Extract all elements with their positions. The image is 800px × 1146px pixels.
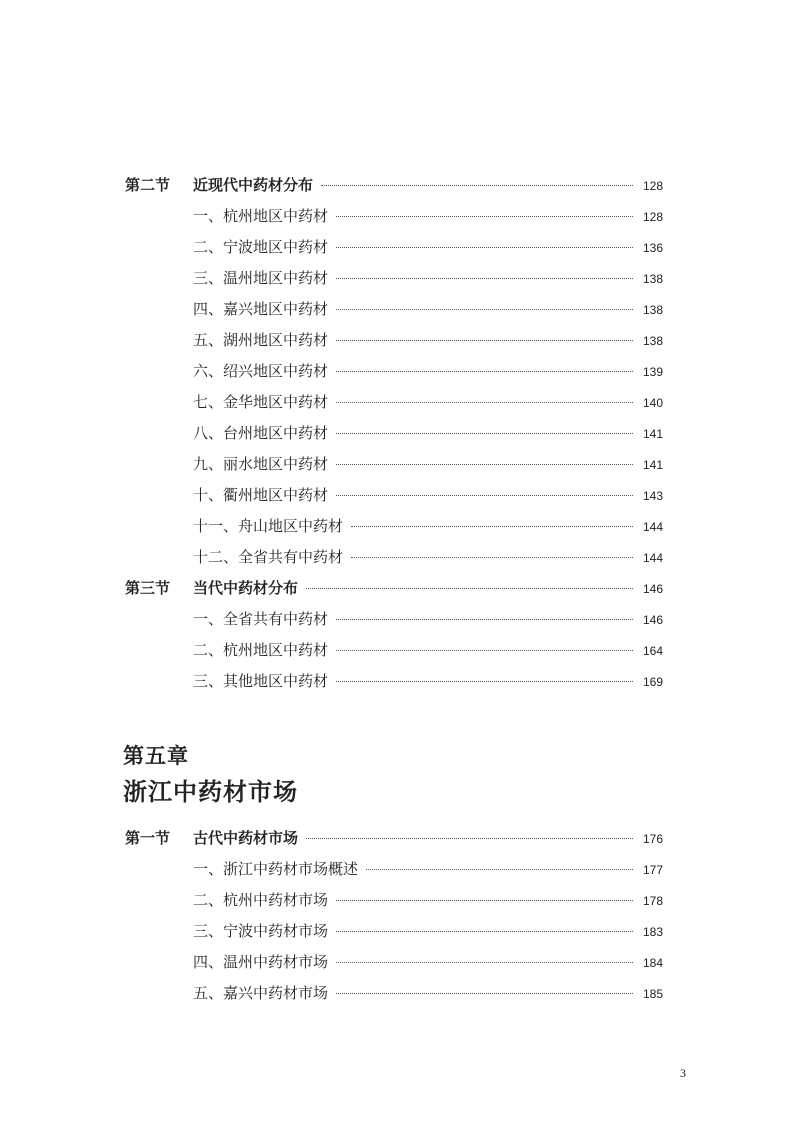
toc-item-row <box>125 511 663 542</box>
dot-leader <box>306 838 633 839</box>
toc-item-row <box>125 885 663 916</box>
section-title: 近现代中药材分布 <box>193 176 314 194</box>
dot-leader <box>336 464 633 465</box>
section-number: 第三节 <box>125 579 171 597</box>
page-number: 3 <box>680 1066 686 1080</box>
dot-leader <box>336 962 633 963</box>
page-ref: 177 <box>642 863 663 877</box>
page-ref: 138 <box>642 272 663 286</box>
item-title: 九、丽水地区中药材 <box>193 455 329 473</box>
dot-leader <box>336 931 633 932</box>
toc-section-row <box>125 573 663 604</box>
item-title: 十二、全省共有中药材 <box>193 548 344 566</box>
dot-leader <box>351 557 633 558</box>
toc-list-part2 <box>125 823 663 1009</box>
page-ref: 146 <box>642 582 663 596</box>
item-title: 四、温州中药材市场 <box>193 953 329 971</box>
chapter-title: 浙江中药材市场 <box>123 778 298 806</box>
toc-item-row <box>125 480 663 511</box>
toc-item-row <box>125 356 663 387</box>
page-ref: 128 <box>642 210 663 224</box>
page-ref: 139 <box>642 365 663 379</box>
toc-item-row <box>125 854 663 885</box>
dot-leader <box>336 993 633 994</box>
item-title: 三、温州地区中药材 <box>193 269 329 287</box>
page-ref: 144 <box>642 520 663 534</box>
dot-leader <box>336 309 633 310</box>
page-ref: 138 <box>642 303 663 317</box>
section-title: 当代中药材分布 <box>193 579 299 597</box>
item-title: 七、金华地区中药材 <box>193 393 329 411</box>
item-title: 一、全省共有中药材 <box>193 610 329 628</box>
item-title: 三、其他地区中药材 <box>193 672 329 690</box>
toc-item-row <box>125 604 663 635</box>
toc-item-row <box>125 449 663 480</box>
toc-item-row <box>125 263 663 294</box>
dot-leader <box>336 650 633 651</box>
item-title: 八、台州地区中药材 <box>193 424 329 442</box>
page-ref: 178 <box>642 894 663 908</box>
page-ref: 169 <box>642 675 663 689</box>
toc-section-row <box>125 170 663 201</box>
page-ref: 183 <box>642 925 663 939</box>
toc-item-row <box>125 947 663 978</box>
toc-item-row <box>125 201 663 232</box>
dot-leader <box>336 900 633 901</box>
dot-leader <box>336 371 633 372</box>
page-ref: 143 <box>642 489 663 503</box>
dot-leader <box>306 588 633 589</box>
chapter-label: 第五章 <box>123 744 189 768</box>
toc-item-row <box>125 635 663 666</box>
dot-leader <box>336 495 633 496</box>
section-number: 第二节 <box>125 176 171 194</box>
page-ref: 164 <box>642 644 663 658</box>
dot-leader <box>336 340 633 341</box>
dot-leader <box>336 681 633 682</box>
item-title: 十、衢州地区中药材 <box>193 486 329 504</box>
page-ref: 184 <box>642 956 663 970</box>
toc-item-row <box>125 387 663 418</box>
page-ref: 138 <box>642 334 663 348</box>
page-ref: 140 <box>642 396 663 410</box>
page-ref: 185 <box>642 987 663 1001</box>
toc-item-row <box>125 542 663 573</box>
dot-leader <box>336 402 633 403</box>
page-ref: 176 <box>642 832 663 846</box>
toc-item-row <box>125 916 663 947</box>
dot-leader <box>336 278 633 279</box>
toc-item-row <box>125 978 663 1009</box>
item-title: 十一、舟山地区中药材 <box>193 517 344 535</box>
section-title: 古代中药材市场 <box>193 829 299 847</box>
item-title: 三、宁波中药材市场 <box>193 922 329 940</box>
item-title: 一、杭州地区中药材 <box>193 207 329 225</box>
item-title: 四、嘉兴地区中药材 <box>193 300 329 318</box>
page-ref: 141 <box>642 427 663 441</box>
dot-leader <box>336 247 633 248</box>
toc-item-row <box>125 325 663 356</box>
page-ref: 144 <box>642 551 663 565</box>
dot-leader <box>366 869 633 870</box>
toc-list-part1 <box>125 170 663 697</box>
toc-item-row <box>125 294 663 325</box>
toc-item-row <box>125 418 663 449</box>
toc-item-row <box>125 232 663 263</box>
dot-leader <box>336 433 633 434</box>
toc-section-row <box>125 823 663 854</box>
item-title: 五、湖州地区中药材 <box>193 331 329 349</box>
item-title: 二、杭州地区中药材 <box>193 641 329 659</box>
item-title: 二、宁波地区中药材 <box>193 238 329 256</box>
page-ref: 141 <box>642 458 663 472</box>
dot-leader <box>321 185 633 186</box>
dot-leader <box>351 526 633 527</box>
page-ref: 146 <box>642 613 663 627</box>
dot-leader <box>336 216 633 217</box>
item-title: 五、嘉兴中药材市场 <box>193 984 329 1002</box>
dot-leader <box>336 619 633 620</box>
toc-item-row <box>125 666 663 697</box>
item-title: 一、浙江中药材市场概述 <box>193 860 359 878</box>
page-ref: 128 <box>642 179 663 193</box>
page-ref: 136 <box>642 241 663 255</box>
section-number: 第一节 <box>125 829 171 847</box>
item-title: 二、杭州中药材市场 <box>193 891 329 909</box>
item-title: 六、绍兴地区中药材 <box>193 362 329 380</box>
